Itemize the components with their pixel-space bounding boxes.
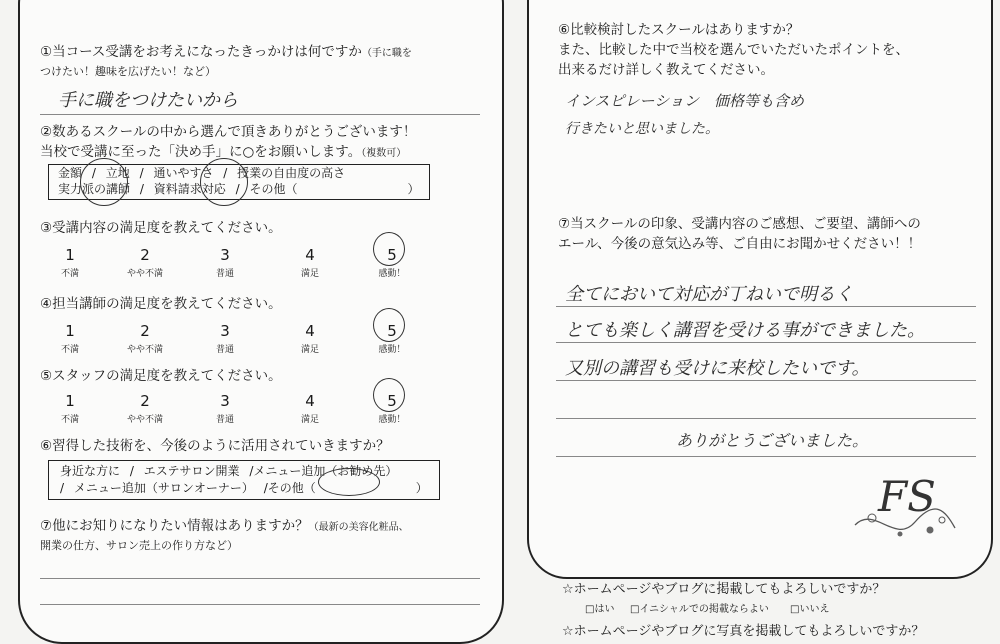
right-q7-answer3: 又別の講習も受けに来校したいです。 xyxy=(565,358,870,379)
footer-q2: ☆ホームページやブログに写真を掲載してもよろしいですか？ xyxy=(562,624,925,639)
selection-mark xyxy=(373,308,405,342)
rating-label: 満足 xyxy=(300,345,319,355)
left-q1: ①当コース受講をお考えになったきっかけは何ですか（手に職を xyxy=(40,44,412,60)
left-q7-line2: 開業の仕方、サロン売上の作り方など） xyxy=(40,539,238,552)
footer-option-no[interactable]: □いいえ xyxy=(790,604,830,615)
answer-line xyxy=(556,380,976,381)
selection-mark xyxy=(373,232,405,266)
selection-mark xyxy=(318,468,380,496)
rating-number: 1 xyxy=(65,246,75,264)
selection-mark xyxy=(373,378,405,412)
left-q5-title: ⑤スタッフの満足度を教えてください。 xyxy=(40,368,282,384)
right-q6-line1: ⑥比較検討したスクールはありますか？ xyxy=(558,22,800,38)
floral-ornament-icon xyxy=(850,500,960,550)
right-q6-line3: 出来るだけ詳しく教えてください。 xyxy=(558,62,774,78)
rating-number: 4 xyxy=(305,392,315,410)
selection-mark xyxy=(200,158,248,206)
rating-label: 不満 xyxy=(60,345,79,355)
right-q6-answer1: インスピレーション 価格等も含め xyxy=(565,92,804,110)
rating-label: 満足 xyxy=(300,269,319,279)
footer-option-yes[interactable]: □はい xyxy=(585,604,615,615)
left-q7-line1: ⑦他にお知りになりたい情報はありますか？（最新の美容化粧品、 xyxy=(40,518,409,534)
signature-monogram: FS xyxy=(878,472,936,521)
rating-number: 3 xyxy=(220,246,230,264)
right-q7-line1: ⑦当スクールの印象、受講内容のご感想、ご要望、講師への xyxy=(558,216,921,232)
right-q6-line2: また、比較した中で当校を選んでいただいたポイントを、 xyxy=(558,42,909,58)
left-q6-title: ⑥習得した技術を、今後のように活用されていきますか？ xyxy=(40,438,390,454)
q6-options-row2: / メニュー追加（サロンオーナー） /その他（ ） xyxy=(60,481,428,495)
right-q7-answer2: とても楽しく講習を受ける事ができました。 xyxy=(565,320,925,341)
rating-number: 2 xyxy=(140,246,150,264)
answer-line xyxy=(556,306,976,307)
left-q1-answer: 手に職をつけたいから xyxy=(58,90,238,111)
rating-label: 満足 xyxy=(300,415,319,425)
rating-number: 5 xyxy=(387,246,397,264)
rating-label: やや不満 xyxy=(126,269,163,279)
answer-line xyxy=(556,418,976,419)
rating-number: 3 xyxy=(220,322,230,340)
rating-number: 1 xyxy=(65,322,75,340)
q6-options-row1: 身近な方に / エステサロン開業 /メニュー追加（お勧め先） xyxy=(60,464,398,478)
rating-label: 感動！ xyxy=(378,415,406,425)
right-q7-line2: エール、今後の意気込み等、ご自由にお聞かせください！！ xyxy=(558,236,922,252)
rating-label: 普通 xyxy=(215,415,234,425)
rating-label: 不満 xyxy=(60,415,79,425)
answer-line xyxy=(40,114,480,115)
rating-number: 1 xyxy=(65,392,75,410)
rating-label: 感動！ xyxy=(378,345,406,355)
left-q2-line2: 当校で受講に至った「決め手」に○をお願いします。（複数可） xyxy=(40,144,407,160)
left-q3-title: ③受講内容の満足度を教えてください。 xyxy=(40,220,282,236)
footer-option-initials[interactable]: □イニシャルでの掲載ならよい xyxy=(630,604,769,615)
left-q4-title: ④担当講師の満足度を教えてください。 xyxy=(40,296,282,312)
rating-label: 不満 xyxy=(60,269,79,279)
left-q2-line1: ②数あるスクールの中から選んで頂きありがとうございます！ xyxy=(40,124,417,140)
rating-number: 3 xyxy=(220,392,230,410)
q2-options-row2: 実力派の講師 / 資料請求対応 / その他（ ） xyxy=(58,182,420,196)
rating-number: 5 xyxy=(387,392,397,410)
answer-line xyxy=(40,604,480,605)
right-q7-answer4: ありがとうございました。 xyxy=(676,431,869,450)
selection-mark xyxy=(80,158,128,206)
rating-label: 感動！ xyxy=(378,269,406,279)
answer-line xyxy=(40,578,480,579)
answer-line xyxy=(556,342,976,343)
rating-number: 4 xyxy=(305,322,315,340)
footer-q1: ☆ホームページやブログに掲載してもよろしいですか？ xyxy=(562,582,886,597)
right-q6-answer2: 行きたいと思いました。 xyxy=(565,121,719,137)
left-q1-line2: つけたい！趣味を広げたい！など） xyxy=(40,65,216,78)
rating-number: 5 xyxy=(387,322,397,340)
q2-options-row1: 金額 / 立地 / 通いやすさ / 授業の自由度の高さ xyxy=(58,166,346,180)
answer-line xyxy=(556,456,976,457)
rating-label: やや不満 xyxy=(126,345,163,355)
right-q7-answer1: 全てにおいて対応が丁ねいで明るく xyxy=(565,284,853,305)
rating-label: やや不満 xyxy=(126,415,163,425)
rating-number: 2 xyxy=(140,322,150,340)
rating-label: 普通 xyxy=(215,269,234,279)
rating-number: 2 xyxy=(140,392,150,410)
rating-label: 普通 xyxy=(215,345,234,355)
rating-number: 4 xyxy=(305,246,315,264)
